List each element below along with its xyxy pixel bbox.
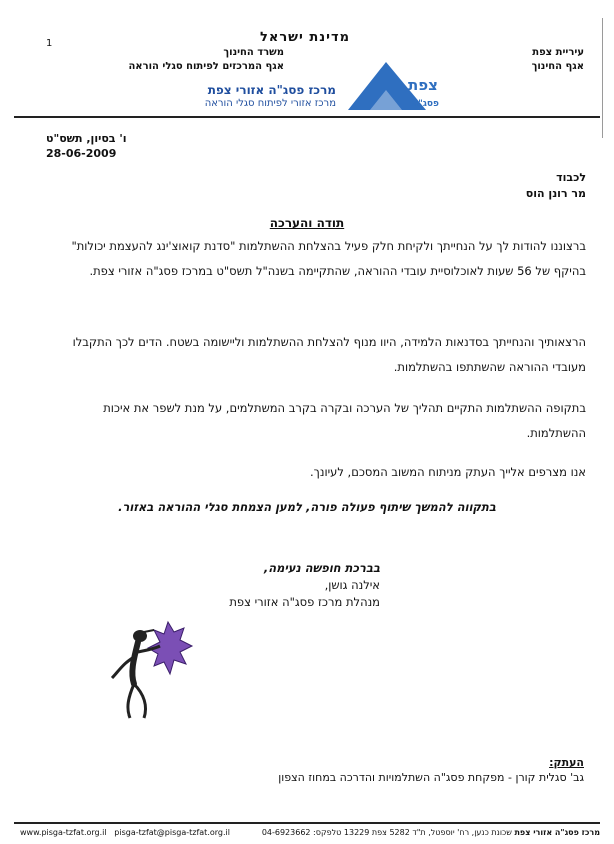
website-link[interactable]: www.pisga-tzfat.org.il <box>20 828 107 837</box>
recipient-label: לכבוד <box>556 171 586 184</box>
ministry-name: משרד החינוך <box>223 47 284 58</box>
cc-recipient: גב' סגלית קורן - מפקחת פסג"ה השתלמויות והדרכה במחוז הצפון <box>278 771 584 784</box>
center-name: מרכז פסג"ה אזורי צפת <box>207 83 336 97</box>
ministry-department: אגף המרכזים לפיתוח סגלי הוראה <box>128 61 284 72</box>
footer-address <box>262 827 600 838</box>
logo-text-main: צפת <box>408 76 438 94</box>
page-number: 1 <box>46 38 53 49</box>
paragraph: אנו מצרפים אלייך העתק מניתוח המשוב המסכם, לעיונך. <box>310 465 586 479</box>
figure-body <box>132 642 138 684</box>
header-divider <box>14 116 600 118</box>
gregorian-date: 28-06-2009 <box>46 147 117 160</box>
paragraph: בתקופה ההשתלמות התקיים תהליך של הערכה ובקרה בקרב המשתלמים, על מנת לשפר את איכות ההשתלמות. <box>103 401 586 440</box>
ministry-of-education <box>44 46 284 74</box>
cc-label: העתק: <box>549 756 584 769</box>
state-of-israel-title: מדינת ישראל <box>259 30 350 45</box>
footer-org-name: מרכז פסג"ה אזורי צפת <box>514 828 600 837</box>
paragraph: הרצאותיך והנחייתך בסדנאות הלמידה, היוו מנוף להצלחת ההשתלמות וליישומה בשטח. הדים לכך התקבלו מעובדי ההוראה שהשתתפו בהשתלמות. <box>72 335 586 374</box>
municipality-block <box>444 46 584 74</box>
municipality-name: עיריית צפת <box>532 47 584 58</box>
municipality-department: אגף החינוך <box>531 61 584 72</box>
letter-subject: תודה והערכה <box>269 216 345 230</box>
footer-contact <box>20 827 230 838</box>
footer-address-text: שכונת כנען, רח' יוספטל, ת"ד 5282 צפת 13229 טלפקס: 04-6923662 <box>261 828 512 837</box>
logo-text-sub: פסג"ה <box>412 99 439 109</box>
stick-figure-illustration <box>100 618 200 722</box>
signer-name: אילנה גושן, <box>324 578 380 592</box>
scan-edge-mark <box>602 18 603 138</box>
paragraph: ברצוננו להודות לך על הנחייתך ולקיחת חלק פעיל בהצלחת ההשתלמות "סדנת קואוצ'ינג להעצמת יכולות" בהיקף של 56 שעות לאוכלוסיית עובדי ההוראה, שהתקיימה בשנה"ל תשס"ט במרכז פסג"ה אזורי צפת. <box>71 239 586 278</box>
figure-nose <box>144 630 154 632</box>
figure-leg <box>128 684 134 718</box>
signer-title: מנהלת מרכז פסג"ה אזורי צפת <box>229 595 380 609</box>
pisga-logo <box>346 60 442 112</box>
email-link[interactable]: pisga-tzfat@pisga-tzfat.org.il <box>114 828 230 837</box>
closing-line: בתקווה להמשך שיתוף פעולה פורה, למען הצמחת סגלי ההוראה באזור. <box>118 500 496 514</box>
figure-leg <box>134 684 146 718</box>
center-subtitle: מרכז אזורי לפיתוח סגלי הוראה <box>204 98 336 109</box>
signature-greeting: בברכת חופשה נעימה, <box>263 561 380 575</box>
hebrew-date: ו' בסיון, תשס"ט <box>46 132 127 145</box>
signature-block <box>200 560 380 611</box>
recipient-name: מר רונן הוס <box>525 187 586 200</box>
footer-divider <box>14 822 600 824</box>
